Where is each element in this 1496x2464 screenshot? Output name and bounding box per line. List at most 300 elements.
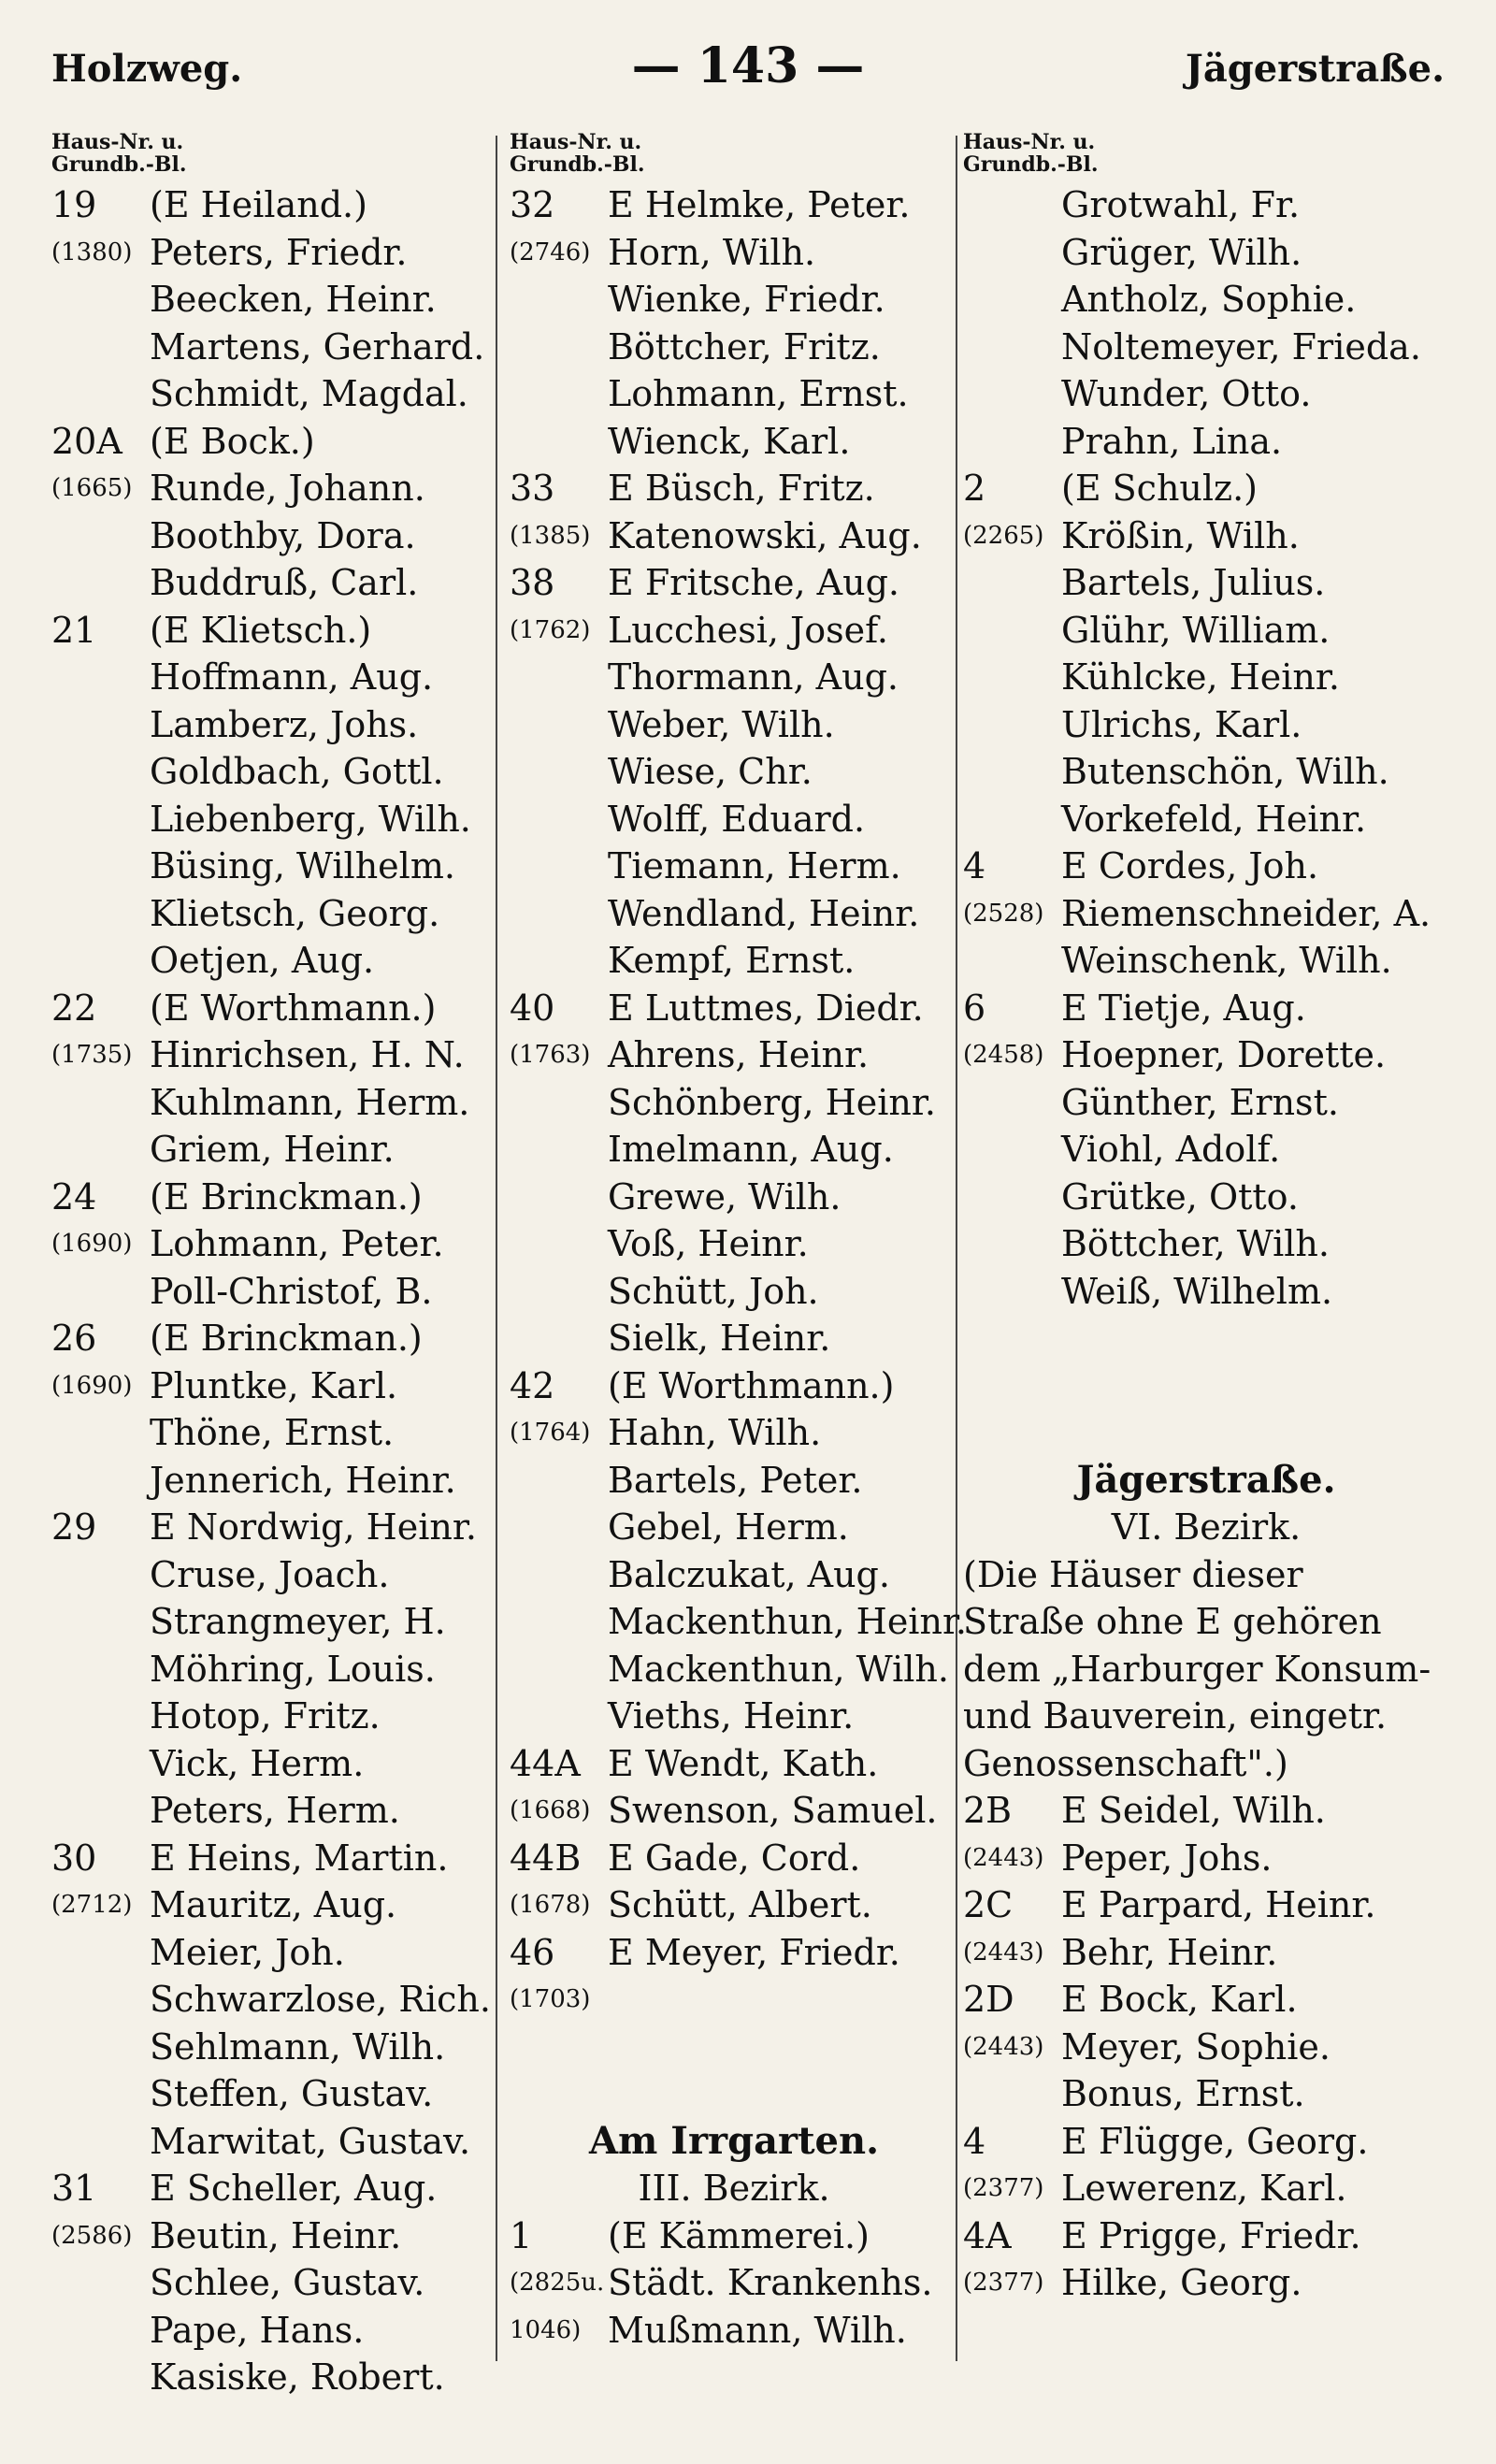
directory-entry [510,2212,958,2260]
section-district: III. Bezirk. [638,2168,830,2209]
column-header-line: Grundb.-Bl. [510,152,645,177]
column-header-line: Grundb.-Bl. [51,152,187,177]
directory-entry [510,1551,958,1599]
directory-entry [510,229,958,277]
resident-name: Bartels, Peter. [608,1459,863,1501]
resident-name: Peper, Johs. [1061,1837,1273,1879]
resident-name: Tiemann, Herm. [608,845,901,886]
resident-name: (E Worthmann.) [608,1364,895,1406]
resident-name: Grüger, Wilh. [1061,231,1302,273]
resident-name: E Büsch, Fritz. [608,468,875,509]
page-number: — 143 — [631,37,865,94]
directory-entry [51,1268,491,1316]
resident-name: Mackenthun, Heinr. [608,1601,968,1642]
directory-entry [963,1220,1449,1268]
spacer [510,2070,958,2118]
house-number: (1380) [51,238,133,267]
header-right-street: Jägerstraße. [1185,47,1445,91]
directory-entry [51,2354,491,2401]
spacer [963,1362,1449,1410]
directory-entry [510,748,958,796]
resident-name: Wienck, Karl. [608,420,851,462]
directory-entry [963,370,1449,418]
house-number: (1690) [51,1230,133,1258]
directory-entry [963,1976,1449,2024]
directory-entry [51,1881,491,1929]
column-header-line: Haus-Nr. u. [51,130,184,154]
resident-name: Sehlmann, Wilh. [150,2025,446,2068]
directory-entry [510,1646,958,1693]
house-number: (1665) [51,474,133,502]
spacer [510,2024,958,2071]
directory-entry [510,1174,958,1221]
resident-name: Kuhlmann, Herm. [150,1081,470,1123]
house-number: (2746) [510,238,591,267]
directory-entry [963,843,1449,890]
directory-entry [51,465,491,512]
resident-name: Boothby, Dora. [150,514,416,556]
resident-name: Cruse, Joach. [150,1553,390,1595]
house-number: 29 [51,1506,97,1548]
directory-entry [510,1693,958,1740]
house-number: (1690) [51,1371,133,1400]
directory-entry [963,418,1449,466]
directory-entry [510,1079,958,1127]
resident-name: (E Brinckman.) [150,1318,423,1359]
directory-entry [510,607,958,655]
resident-name: E Flügge, Georg. [1061,2120,1369,2162]
entry-list [510,181,968,2024]
directory-entry [963,1174,1449,1221]
resident-name: Liebenberg, Wilh. [150,798,471,840]
directory-entry [510,654,958,701]
column-header-line: Haus-Nr. u. [963,130,1096,154]
house-number: (2712) [51,1891,133,1919]
house-number: 19 [51,184,97,225]
resident-name: Strangmeyer, H. [150,1601,446,1642]
directory-entry [963,276,1449,324]
resident-name: Bonus, Ernst. [1061,2073,1305,2114]
resident-name: (E Bock.) [150,420,315,462]
directory-entry [510,796,958,843]
page-header [51,37,1445,103]
directory-entry [963,465,1449,512]
resident-name: Noltemeyer, Frieda. [1061,325,1421,367]
resident-name: E Fritsche, Aug. [608,562,899,603]
directory-entry [510,1598,968,1646]
house-number: 32 [510,184,555,225]
directory-entry [510,2259,958,2307]
directory-entry [510,985,958,1032]
directory-entry [963,654,1449,701]
house-number: (2528) [963,899,1044,928]
resident-name: (E Brinckman.) [150,1175,423,1218]
directory-entry [510,370,958,418]
resident-name: Wendland, Heinr. [608,892,920,934]
directory-entry [963,607,1449,655]
house-number: 21 [51,609,97,651]
house-number: 24 [51,1175,97,1218]
directory-entry [51,418,491,466]
resident-name: Jennerich, Heinr. [150,1459,456,1501]
directory-entry [510,1504,958,1551]
resident-name: Mußmann, Wilh. [608,2309,907,2351]
resident-name: Gebel, Herm. [608,1506,849,1548]
house-number: (1668) [510,1796,591,1824]
directory-entry [51,2165,491,2212]
directory-entry [963,1031,1449,1079]
directory-entry [963,2118,1449,2166]
resident-name: E Parpard, Heinr. [1061,1884,1376,1925]
resident-name: E Gade, Cord. [608,1837,861,1879]
resident-name: E Heins, Martin. [150,1837,449,1879]
section-note [963,1551,1449,1788]
note-line: Straße ohne E gehören [963,1601,1382,1642]
house-number: 31 [51,2168,97,2209]
resident-name: E Seidel, Wilh. [1061,1790,1326,1831]
resident-name: Lamberz, Johs. [150,703,419,745]
house-number: 33 [510,468,555,509]
section-title: Jägerstraße. [1076,1457,1336,1502]
directory-entry [510,843,958,890]
directory-entry [510,276,958,324]
house-number: 26 [51,1318,97,1359]
directory-entry [963,1881,1449,1929]
directory-entry [51,748,491,796]
directory-entry [510,1976,958,2024]
resident-name: E Meyer, Friedr. [608,1931,900,1973]
directory-entry [51,1079,491,1127]
directory-entry [963,2024,1449,2071]
resident-name: Pape, Hans. [150,2309,365,2351]
resident-name: Buddruß, Carl. [150,562,419,603]
house-number: (2443) [963,2032,1044,2061]
directory-entry [51,2307,491,2355]
resident-name: E Cordes, Joh. [1061,845,1319,886]
resident-name: Vorkefeld, Heinr. [1061,798,1367,840]
resident-name: Hoffmann, Aug. [150,656,434,698]
directory-entry [510,1315,958,1362]
directory-entry [51,1220,491,1268]
house-number: (1763) [510,1041,591,1069]
column-2 [510,130,968,2354]
house-number: 6 [963,987,986,1029]
resident-name: Schütt, Joh. [608,1270,819,1312]
resident-name: Swenson, Samuel. [608,1790,938,1831]
house-number: 1046) [510,2315,582,2344]
directory-entry [963,1787,1449,1835]
section-district: VI. Bezirk. [1111,1506,1302,1548]
resident-name: Goldbach, Gottl. [150,751,444,792]
resident-name: Steffen, Gustav. [150,2073,434,2114]
resident-name: Thormann, Aug. [608,656,899,698]
directory-entry [51,324,491,371]
resident-name: Oetjen, Aug. [150,940,375,981]
resident-name: Hoepner, Dorette. [1061,1034,1387,1075]
house-number: 20A [51,420,122,462]
resident-name: Kühlcke, Heinr. [1061,656,1340,698]
resident-name: (E Kämmerei.) [608,2214,870,2256]
house-number: 2 [963,468,986,509]
resident-name: E Nordwig, Heinr. [150,1506,477,1548]
resident-name: Butenschön, Wilh. [1061,751,1389,792]
resident-name: Martens, Gerhard. [150,325,485,367]
resident-name: Schwarzlose, Rich. [150,1979,491,2020]
resident-name: Weber, Wilh. [608,703,835,745]
directory-entry [51,276,491,324]
directory-entry [51,796,491,843]
resident-name: Krößin, Wilh. [1061,514,1300,556]
directory-entry [510,1126,958,1174]
directory-entry [51,1031,491,1079]
directory-entry [510,181,958,229]
house-number: (2443) [963,1843,1044,1872]
resident-name: Kasiske, Robert. [150,2356,445,2398]
directory-entry [51,2024,491,2071]
house-number: (1762) [510,615,591,644]
house-number: (1385) [510,521,591,550]
resident-name: Möhring, Louis. [150,1648,436,1690]
entry-list [510,2212,958,2355]
directory-entry [51,370,491,418]
resident-name: E Helmke, Peter. [608,184,911,225]
resident-name: Ahrens, Heinr. [608,1034,870,1075]
resident-name: Vieths, Heinr. [608,1695,855,1736]
resident-name: Peters, Herm. [150,1790,400,1831]
directory-entry [51,1740,491,1788]
house-number: (2265) [963,521,1044,550]
resident-name: Bartels, Julius. [1061,562,1326,603]
directory-entry [510,1835,958,1882]
resident-name: E Bock, Karl. [1061,1979,1298,2020]
resident-name: Böttcher, Wilh. [1061,1223,1330,1264]
directory-entry [51,1929,491,1977]
resident-name: Hotop, Fritz. [150,1695,381,1736]
directory-entry [510,465,958,512]
directory-entry [963,1835,1449,1882]
resident-name: Schönberg, Heinr. [608,1081,936,1123]
house-number: (1735) [51,1041,133,1069]
house-number: 42 [510,1364,555,1406]
resident-name: Klietsch, Georg. [150,892,440,934]
resident-name: E Scheller, Aug. [150,2168,438,2209]
note-line: (Die Häuser dieser [963,1553,1303,1595]
directory-entry [51,1315,491,1362]
resident-name: Viohl, Adolf. [1061,1129,1281,1170]
directory-entry [51,1598,491,1646]
resident-name: Weiß, Wilhelm. [1061,1270,1333,1312]
directory-entry [51,985,491,1032]
directory-entry [963,2070,1449,2118]
directory-entry [51,1646,491,1693]
house-number: 4 [963,2120,986,2162]
directory-entry [510,1787,958,1835]
directory-entry [51,701,491,749]
directory-entry [51,512,491,560]
directory-entry [510,512,958,560]
resident-name: Wolff, Eduard. [608,798,866,840]
directory-entry [51,937,491,985]
directory-entry [510,890,958,938]
note-line: dem „Harburger Konsum- [963,1648,1431,1690]
resident-name: Ulrichs, Karl. [1061,703,1302,745]
directory-entry [510,937,958,985]
note-line: und Bauverein, eingetr. [963,1695,1388,1736]
directory-entry [51,1551,491,1599]
resident-name: (E Klietsch.) [150,609,372,651]
house-number: (2458) [963,1041,1044,1069]
resident-name: (E Worthmann.) [150,987,437,1029]
resident-name: Wunder, Otto. [1061,373,1312,414]
resident-name: Mackenthun, Wilh. [608,1648,949,1690]
column-3 [963,131,1449,2307]
resident-name: Lohmann, Ernst. [608,373,909,414]
spacer [963,1409,1449,1457]
resident-name: Sielk, Heinr. [608,1318,831,1359]
resident-name: Glühr, William. [1061,609,1331,651]
house-number: (1764) [510,1419,591,1447]
directory-entry [963,701,1449,749]
directory-entry [510,418,958,466]
entry-list [963,181,1449,1315]
directory-entry [963,2165,1449,2212]
resident-name: (E Heiland.) [150,184,367,225]
house-number: (2586) [51,2221,133,2250]
house-number: 30 [51,1837,97,1879]
column-1 [51,131,491,2401]
resident-name: Hinrichsen, H. N. [150,1034,465,1075]
directory-entry [963,796,1449,843]
column-header [510,131,958,181]
directory-entry [51,1835,491,1882]
resident-name: Horn, Wilh. [608,231,816,273]
resident-name: Büsing, Wilhelm. [150,845,455,886]
resident-name: Beecken, Heinr. [150,279,437,320]
house-number: 38 [510,562,555,603]
entry-list [51,181,491,2401]
directory-entry [51,843,491,890]
directory-entry [510,1268,958,1316]
directory-entry [51,1976,491,2024]
resident-name: Wiese, Chr. [608,751,813,792]
resident-name: Lewerenz, Karl. [1061,2168,1347,2209]
resident-name: Schmidt, Magdal. [150,373,468,414]
resident-name: Beutin, Heinr. [150,2214,402,2256]
resident-name: Günther, Ernst. [1061,1081,1339,1123]
column-divider [496,136,497,2361]
resident-name: Grewe, Wilh. [608,1175,842,1218]
directory-entry [51,1174,491,1221]
resident-name: Wienke, Friedr. [608,279,885,320]
resident-name: Lucchesi, Josef. [608,609,888,651]
column-header-line: Grundb.-Bl. [963,152,1099,177]
directory-entry [51,2259,491,2307]
directory-entry [510,324,958,371]
directory-entry [510,2307,958,2355]
directory-entry [963,324,1449,371]
resident-name: Meier, Joh. [150,1931,345,1973]
house-number: 44A [510,1742,581,1784]
resident-name: Riemenschneider, A. [1061,892,1431,934]
resident-name: Marwitat, Gustav. [150,2120,471,2162]
directory-entry [510,1881,958,1929]
resident-name: Kempf, Ernst. [608,940,856,981]
house-number: (1703) [510,1985,591,2013]
resident-name: Meyer, Sophie. [1061,2025,1331,2068]
resident-name: Runde, Johann. [150,468,425,509]
section-title: Am Irrgarten. [588,2118,880,2163]
resident-name: Grotwahl, Fr. [1061,184,1301,225]
house-number: (1678) [510,1891,591,1919]
directory-entry [51,607,491,655]
column-header [51,131,491,181]
house-number: 2D [963,1979,1014,2020]
resident-name: Schlee, Gustav. [150,2262,425,2303]
directory-entry [51,229,491,277]
resident-name: Hilke, Georg. [1061,2262,1302,2303]
directory-entry [510,1457,958,1505]
directory-entry [963,1126,1449,1174]
directory-entry [963,181,1449,229]
house-number: 4A [963,2214,1012,2256]
directory-entry [51,2118,491,2166]
directory-entry [963,512,1449,560]
directory-entry [963,1268,1449,1316]
directory-entry [51,1504,491,1551]
directory-entry [963,559,1449,607]
directory-entry [510,1929,958,1977]
resident-name: Peters, Friedr. [150,231,408,273]
directory-entry [51,2070,491,2118]
resident-name: Grütke, Otto. [1061,1175,1299,1218]
directory-entry [51,2212,491,2260]
directory-entry [510,559,958,607]
resident-name: Balczukat, Aug. [608,1553,890,1595]
entry-list [963,1787,1449,2307]
spacer [963,1315,1449,1362]
resident-name: E Wendt, Kath. [608,1742,879,1784]
directory-entry [51,1457,491,1505]
house-number: 4 [963,845,986,886]
directory-entry [51,559,491,607]
resident-name: (E Schulz.) [1061,468,1258,509]
column-header-line: Haus-Nr. u. [510,130,642,154]
directory-entry [963,937,1449,985]
resident-name: E Prigge, Friedr. [1061,2214,1361,2256]
house-number: (2377) [963,2174,1044,2202]
resident-name: Imelmann, Aug. [608,1129,894,1170]
note-line: Genossenschaft".) [963,1742,1288,1784]
resident-name: Prahn, Lina. [1061,420,1283,462]
directory-entry [51,654,491,701]
resident-name: Schütt, Albert. [608,1884,872,1925]
house-number: (2443) [963,1938,1044,1967]
directory-entry [510,1740,958,1788]
directory-entry [51,181,491,229]
resident-name: Behr, Heinr. [1061,1931,1278,1973]
directory-entry [963,890,1449,938]
resident-name: Weinschenk, Wilh. [1061,940,1392,981]
resident-name: Lohmann, Peter. [150,1223,444,1264]
directory-entry [51,1126,491,1174]
directory-entry [51,1787,491,1835]
resident-name: Vick, Herm. [150,1742,365,1784]
directory-entry [963,2212,1449,2260]
house-number: (2825u. [510,2269,605,2297]
directory-entry [51,890,491,938]
directory-entry [510,701,958,749]
resident-name: Mauritz, Aug. [150,1884,397,1925]
